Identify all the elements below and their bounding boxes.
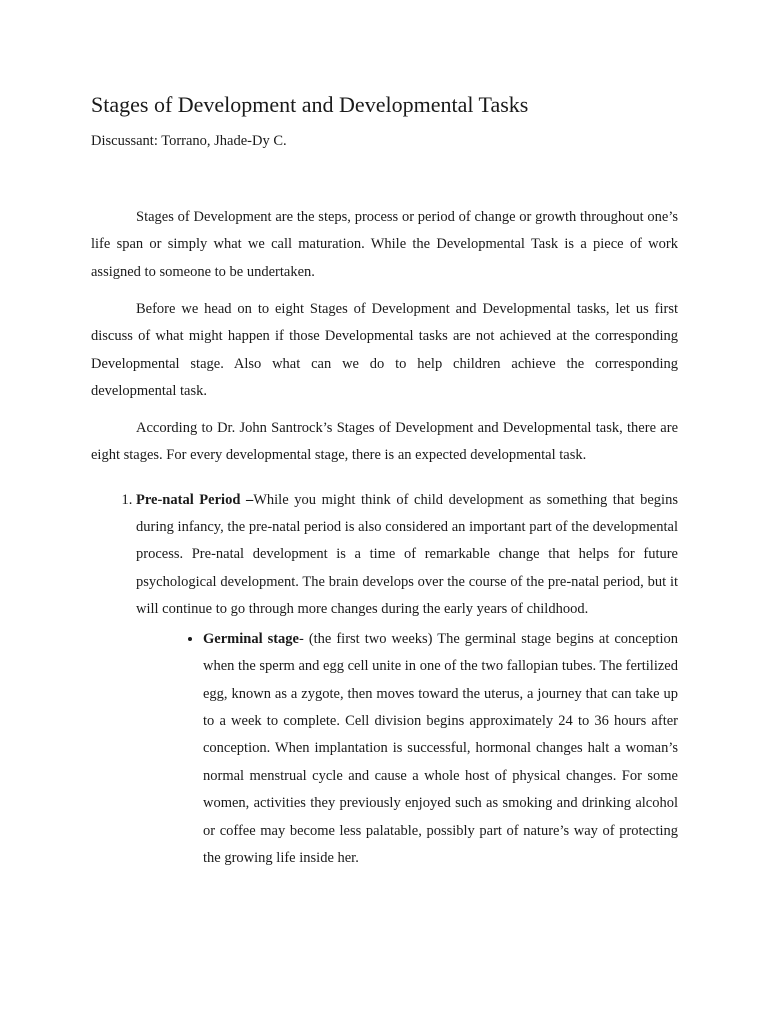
substage-item [203, 626, 678, 873]
santrock-paragraph: According to Dr. John Santrock’s Stages of Development and Developmental task, there are eight stages. For every developmental stage, there is an expected developmental task. [91, 419, 678, 464]
substage-description: - (the first two weeks) The germinal stage begins at conception when the sperm and egg cell unite in one of the two fallopian tubes. The fertilized egg, known as a zygote, then moves toward the uterus, a journey that can take up to a week to complete. Cell division begins approximately 24 to 36 hours after conception. When implantation is successful, hormonal changes halt a woman’s normal menstrual cycle and cause a whole host of physical changes. For some women, activities they previously enjoyed such as smoking and drinking alcohol or coffee may become less palatable, possibly part of nature’s way of protecting the growing life inside her. [203, 630, 678, 866]
substage-name: Germinal stage [203, 630, 299, 647]
document-title: Stages of Development and Developmental Tasks [91, 92, 529, 117]
discussant-line: Discussant: Torrano, Jhade-Dy C. [91, 133, 287, 149]
stage-name: Pre-natal Period – [136, 491, 254, 508]
substage-list [136, 626, 678, 873]
stage-item [136, 487, 678, 873]
stages-list [91, 487, 678, 873]
context-paragraph: Before we head on to eight Stages of Development and Developmental tasks, let us first discuss of what might happen if those Developmental tasks are not achieved at the corresponding Developmental stage. Also what can we do to help children achieve the corresponding developmental task. [91, 300, 678, 399]
stage-description: While you might think of child development as something that begins during infancy, the pre-natal period is also considered an important part of the developmental process. Pre-natal development is a time of remarkable change that helps for future psychological development. The brain develops over the course of the pre-natal period, but it will continue to go through more changes during the early years of childhood. [136, 491, 678, 618]
document-body [91, 204, 678, 872]
intro-paragraph: Stages of Development are the steps, process or period of change or growth throughout one’s life span or simply what we call maturation. While the Developmental Task is a piece of work assigned to someone to be undertaken. [91, 209, 678, 280]
